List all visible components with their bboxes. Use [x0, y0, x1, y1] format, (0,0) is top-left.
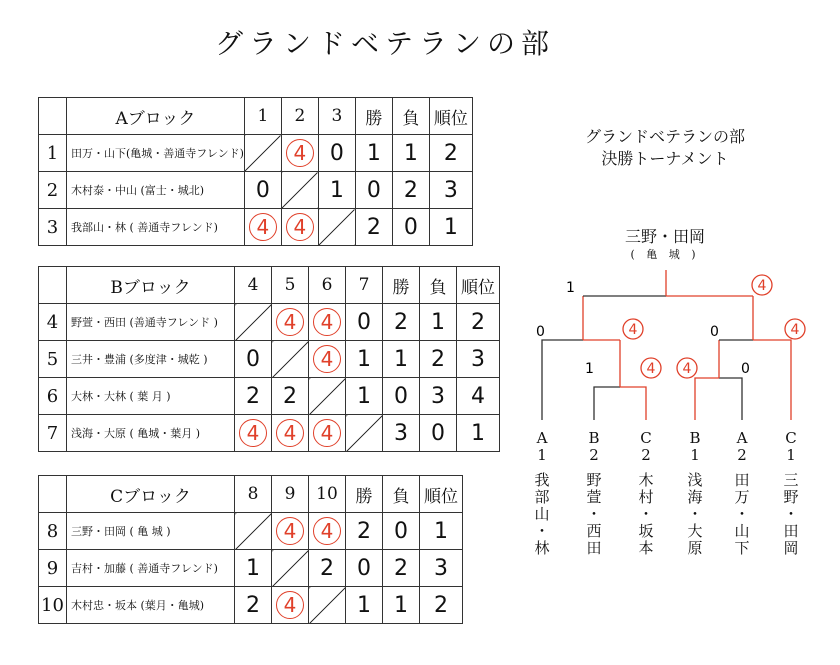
player-name-char: 田	[586, 539, 602, 557]
player-name-char: 村	[638, 488, 654, 506]
rank: 1	[420, 513, 463, 550]
final-title-line1: グランドベテランの部	[584, 127, 745, 146]
bracket-line-winner	[753, 340, 791, 420]
team-number: 9	[39, 550, 67, 587]
col-header: 4	[235, 267, 272, 304]
score: 1	[329, 177, 344, 203]
winning-score: 4	[276, 517, 304, 545]
winning-score: 4	[239, 419, 267, 447]
win-header: 勝	[383, 267, 420, 304]
player-name-char: ・	[638, 505, 654, 523]
final-right-score: 4	[757, 278, 767, 294]
player-name-char: 山	[734, 522, 750, 540]
player-seed: C	[640, 429, 652, 447]
player-name-char: 部	[534, 488, 550, 506]
team-name: 大林・大林 ( 葉 月 )	[67, 378, 235, 415]
winning-score: 4	[313, 517, 341, 545]
win-count: 1	[383, 341, 420, 378]
block-name: Bブロック	[67, 267, 235, 304]
win-count: 3	[383, 415, 420, 452]
player-name-char: ・	[534, 522, 550, 540]
bracket-player	[729, 430, 755, 557]
player-name-char: 野	[586, 471, 602, 489]
win-count: 2	[355, 209, 392, 246]
win-count: 2	[346, 513, 383, 550]
loss-count: 1	[420, 304, 457, 341]
final-title-line2: 決勝トーナメント	[601, 149, 729, 168]
bracket-player	[529, 430, 555, 557]
player-name-char: 坂	[638, 522, 654, 540]
score: 0	[246, 346, 260, 372]
team-name: 三野・田岡 ( 亀 城 )	[67, 513, 235, 550]
score: 2	[283, 383, 297, 409]
page-title: グランドベテランの部	[214, 27, 555, 60]
player-name-char: ・	[783, 505, 799, 523]
player-seed: 1	[690, 446, 700, 464]
champion-name: 三野・田岡	[624, 227, 705, 246]
team-name: 木村忠・坂本 (葉月・亀城)	[67, 587, 235, 624]
player-name-char: 野	[783, 488, 799, 506]
block-name: Cブロック	[67, 476, 235, 513]
col-header: 3	[318, 98, 355, 135]
player-seed: C	[785, 429, 797, 447]
rank: 2	[457, 304, 500, 341]
semi-right-l-score: 0	[710, 324, 719, 340]
final-left-score: 1	[566, 280, 575, 296]
col-header: 10	[309, 476, 346, 513]
player-seed: A	[536, 429, 548, 447]
bracket-player	[778, 430, 804, 557]
score: 2	[246, 592, 260, 618]
score: 0	[329, 140, 344, 166]
rank-header: 順位	[420, 476, 463, 513]
winning-score: 4	[313, 345, 341, 373]
loss-header: 負	[392, 98, 429, 135]
bracket-line-winner	[620, 387, 646, 420]
rank: 3	[420, 550, 463, 587]
loss-header: 負	[420, 267, 457, 304]
score: 1	[357, 383, 371, 409]
loss-count: 0	[420, 415, 457, 452]
team-number: 4	[39, 304, 67, 341]
winning-score: 4	[313, 308, 341, 336]
team-name: 我部山・林 ( 善通寺フレンド)	[67, 209, 245, 246]
player-name-char: 万	[734, 488, 750, 506]
semi-left-r-score: 4	[628, 322, 638, 338]
player-name-char: 岡	[783, 539, 799, 557]
rank: 4	[457, 378, 500, 415]
score: 2	[246, 383, 260, 409]
team-number: 10	[39, 587, 67, 624]
player-seed: B	[588, 429, 600, 447]
score: 1	[357, 346, 371, 372]
player-name-char: 田	[734, 471, 750, 489]
col-header: 7	[346, 267, 383, 304]
loss-count: 0	[383, 513, 420, 550]
team-number: 2	[39, 172, 67, 209]
player-name-char: 田	[783, 522, 799, 540]
player-seed: 1	[786, 446, 796, 464]
win-count: 0	[355, 172, 392, 209]
player-seed: A	[736, 429, 748, 447]
player-name-char: ・	[687, 505, 703, 523]
bracket-line	[719, 378, 742, 420]
player-name-char: 大	[687, 522, 703, 540]
loss-count: 1	[383, 587, 420, 624]
col-header: 5	[272, 267, 309, 304]
player-name-char: 萱	[586, 488, 602, 506]
bracket-player	[682, 430, 708, 557]
winning-score: 4	[276, 591, 304, 619]
rank: 1	[429, 209, 472, 246]
win-header: 勝	[346, 476, 383, 513]
player-seed: 2	[641, 446, 651, 464]
loss-count: 1	[392, 135, 429, 172]
col-header: 2	[281, 98, 318, 135]
rank: 2	[429, 135, 472, 172]
winning-score: 4	[286, 213, 314, 241]
player-name-char: 林	[534, 539, 550, 557]
loss-count: 2	[392, 172, 429, 209]
player-name-char: 浅	[687, 471, 703, 489]
bracket-line	[542, 340, 583, 420]
winning-score: 4	[249, 213, 277, 241]
rank: 1	[457, 415, 500, 452]
team-number: 8	[39, 513, 67, 550]
qf-right-l-score: 4	[682, 361, 692, 377]
player-name-char: 海	[687, 488, 703, 506]
player-seed: 2	[589, 446, 599, 464]
rank: 3	[457, 341, 500, 378]
player-name-char: 下	[734, 539, 750, 557]
bracket-player	[581, 430, 607, 557]
rank-header: 順位	[429, 98, 472, 135]
rank: 2	[420, 587, 463, 624]
loss-count: 2	[383, 550, 420, 587]
semi-right-r-score: 4	[790, 322, 800, 338]
semi-left-l-score: 0	[536, 324, 545, 340]
player-name-char: 原	[687, 539, 703, 557]
rank: 3	[429, 172, 472, 209]
team-name: 野萱・西田 (善通寺フレンド )	[67, 304, 235, 341]
score: 2	[320, 555, 334, 581]
winning-score: 4	[276, 308, 304, 336]
rank-header: 順位	[457, 267, 500, 304]
bracket-player	[633, 430, 659, 557]
team-name: 木村泰・中山 (富士・城北)	[67, 172, 245, 209]
loss-count: 2	[420, 341, 457, 378]
team-number: 1	[39, 135, 67, 172]
col-header: 9	[272, 476, 309, 513]
player-name-char: 木	[638, 471, 654, 489]
score: 1	[246, 555, 260, 581]
team-name: 吉村・加藤 ( 善通寺フレンド)	[67, 550, 235, 587]
team-number: 6	[39, 378, 67, 415]
col-header: 8	[235, 476, 272, 513]
player-name-char: 我	[534, 471, 550, 489]
player-name-char: 三	[783, 471, 799, 489]
win-count: 0	[346, 550, 383, 587]
win-count: 1	[355, 135, 392, 172]
winning-score: 4	[313, 419, 341, 447]
team-number: 7	[39, 415, 67, 452]
loss-header: 負	[383, 476, 420, 513]
player-name-char: ・	[734, 505, 750, 523]
qf-left-r-score: 4	[646, 361, 656, 377]
player-name-char: 西	[586, 522, 602, 540]
team-name: 三井・豊浦 (多度津・城乾 )	[67, 341, 235, 378]
bracket-line-winner	[695, 378, 719, 420]
loss-count: 3	[420, 378, 457, 415]
winning-score: 4	[286, 139, 314, 167]
win-count: 1	[346, 587, 383, 624]
team-number: 3	[39, 209, 67, 246]
champion-club: ( 亀 城 )	[630, 248, 700, 261]
team-name: 田万・山下(亀城・善通寺フレンド)	[67, 135, 245, 172]
winning-score: 4	[276, 419, 304, 447]
player-name-char: ・	[586, 505, 602, 523]
loss-count: 0	[392, 209, 429, 246]
score: 0	[255, 177, 270, 203]
qf-right-r-score: 0	[741, 361, 750, 377]
player-name-char: 山	[534, 505, 550, 523]
team-name: 浅海・大原 ( 亀城・葉月 )	[67, 415, 235, 452]
player-seed: 2	[737, 446, 747, 464]
win-count: 2	[383, 304, 420, 341]
win-header: 勝	[355, 98, 392, 135]
team-number: 5	[39, 341, 67, 378]
player-seed: B	[689, 429, 701, 447]
score: 0	[357, 309, 371, 335]
col-header: 6	[309, 267, 346, 304]
win-count: 0	[383, 378, 420, 415]
player-name-char: 本	[638, 539, 654, 557]
player-seed: 1	[537, 446, 547, 464]
block-name: Aブロック	[67, 98, 245, 135]
col-header: 1	[244, 98, 281, 135]
qf-left-l-score: 1	[585, 361, 594, 377]
bracket-line	[594, 387, 620, 420]
